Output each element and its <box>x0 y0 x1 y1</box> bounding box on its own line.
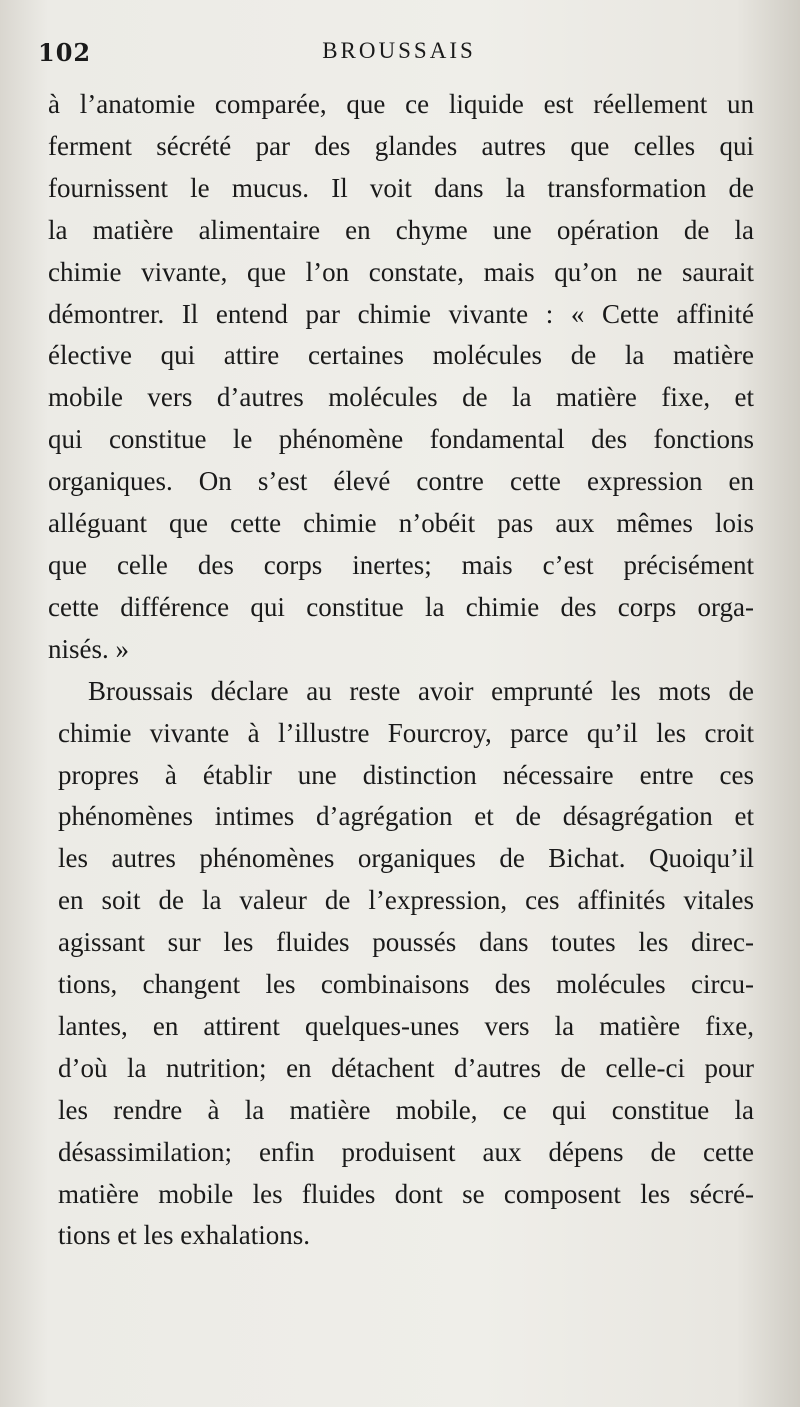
text-line: chimie vivante, que l’on constate, mais qu’on ne saurait <box>48 256 754 287</box>
text-line: élective qui attire certaines molécules de la matière <box>48 340 754 371</box>
text-line: que celle des corps inertes; mais c’est précisément <box>48 549 754 580</box>
text-line: fournissent le mucus. Il voit dans la transformation de <box>48 172 754 203</box>
page-number: 102 <box>38 38 92 67</box>
paragraph-2 <box>48 671 754 1258</box>
running-head: BROUSSAIS <box>322 38 476 63</box>
text-line: phénomènes intimes d’agrégation et de désagrégation et <box>58 801 754 832</box>
text-line: d’où la nutrition; en détachent d’autres de celle-ci pour <box>58 1052 754 1083</box>
text-line: en soit de la valeur de l’expression, ces affinités vitales <box>58 885 754 916</box>
text-line: qui constitue le phénomène fondamental des fonctions <box>48 424 754 455</box>
text-line: à l’anatomie comparée, que ce liquide est réellement un <box>48 89 754 119</box>
text-line: propres à établir une distinction nécessaire entre ces <box>58 759 754 790</box>
paragraph-1 <box>48 84 754 671</box>
text-line: organiques. On s’est élevé contre cette expression en <box>48 466 754 497</box>
text-line: ferment sécrété par des glandes autres que celles qui <box>48 130 754 161</box>
text-line: agissant sur les fluides poussés dans toutes les direc- <box>58 927 754 958</box>
text-line: Broussais déclare au reste avoir emprunté les mots de <box>88 675 754 706</box>
text-line: lantes, en attirent quelques-unes vers la matière fixe, <box>58 1010 754 1041</box>
text-line: tions et les exhalations. <box>58 1220 310 1251</box>
text-line: désassimilation; enfin produisent aux dépens de cette <box>58 1136 754 1167</box>
text-line: la matière alimentaire en chyme une opération de la <box>48 214 754 245</box>
text-line: nisés. » <box>48 633 129 664</box>
text-line: les autres phénomènes organiques de Bichat. Quoiqu’il <box>58 843 754 874</box>
page-header <box>38 38 760 78</box>
text-line: les rendre à la matière mobile, ce qui constitue la <box>58 1094 754 1125</box>
body-text <box>48 84 754 1257</box>
text-line: chimie vivante à l’illustre Fourcroy, parce qu’il les croit <box>58 717 754 748</box>
text-line: cette différence qui constitue la chimie des corps orga- <box>48 591 754 622</box>
text-line: matière mobile les fluides dont se composent les sécré- <box>58 1178 754 1209</box>
text-line: mobile vers d’autres molécules de la matière fixe, et <box>48 382 754 413</box>
text-line: tions, changent les combinaisons des molécules circu- <box>58 969 754 1000</box>
text-line: démontrer. Il entend par chimie vivante : « Cette affinité <box>48 298 754 329</box>
text-line: alléguant que cette chimie n’obéit pas aux mêmes lois <box>48 508 754 539</box>
